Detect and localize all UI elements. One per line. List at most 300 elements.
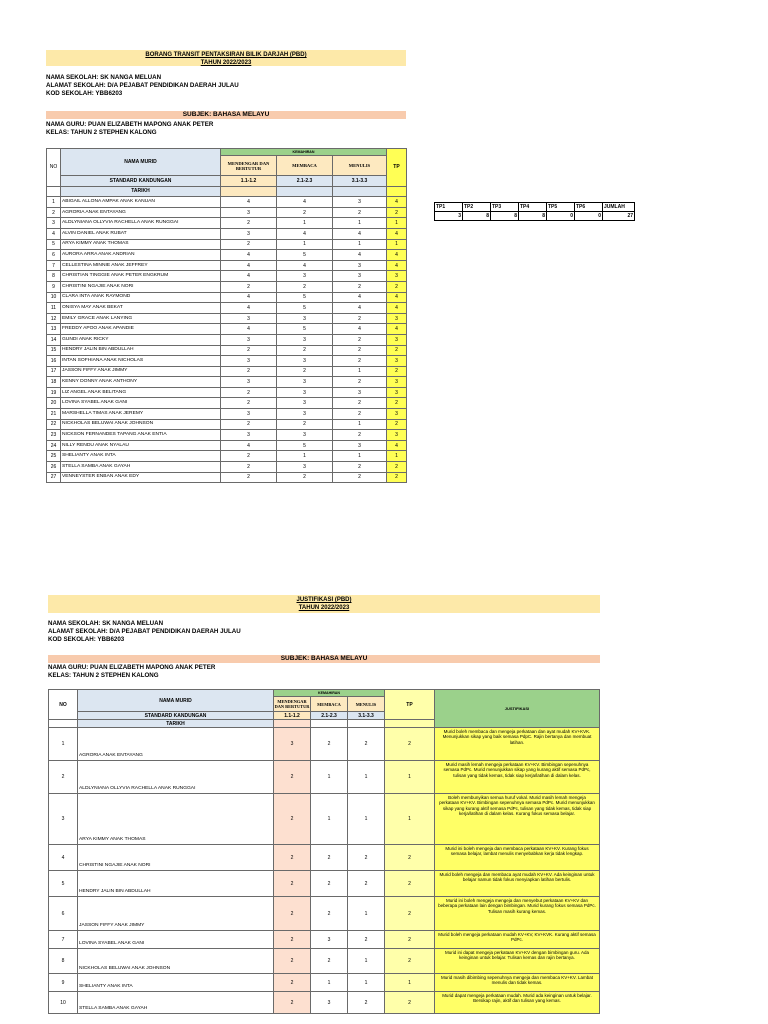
- score-tp: 2: [387, 462, 407, 473]
- score-membaca: 2: [277, 366, 333, 377]
- student-name: ARYA KIMMY ANAK THOMAS: [78, 794, 274, 845]
- student-name: CHRISTINI NGAJIE ANAK NORI: [61, 281, 221, 292]
- table-row: [47, 366, 407, 377]
- student-no: 6: [47, 250, 61, 261]
- score-membaca: 1: [277, 451, 333, 462]
- student-name: KENNY DONNY ANAK ANTHONY: [61, 377, 221, 388]
- score-membaca: 3: [277, 356, 333, 367]
- score-menulis: 3: [333, 260, 387, 271]
- summary-value: 27: [603, 212, 635, 221]
- table-row: [47, 228, 407, 239]
- student-no: 27: [47, 472, 61, 483]
- score-mendengar: 3: [221, 377, 277, 388]
- student-no: 4: [47, 228, 61, 239]
- student-no: 9: [47, 281, 61, 292]
- j-col-mb-header: MENDENGAR DAN BERTUTUR: [274, 697, 311, 712]
- j-col-menulis-header: MENULIS: [348, 697, 385, 712]
- score-mendengar: 2: [221, 366, 277, 377]
- student-name: NICKHOLAS BELUWAI ANAK JOHNSON: [61, 419, 221, 430]
- table-row: [49, 992, 600, 1014]
- justification-text: Murid boleh membaca dan mengeja perkataan dan ayat mudah KV+KVK. Menunjukkan sikap yang baik semasa PdpC. Rajin bertanya dan membuat latihan.: [435, 728, 600, 761]
- score-mendengar: 4: [221, 197, 277, 208]
- student-no: 22: [47, 419, 61, 430]
- score-menulis: 2: [333, 334, 387, 345]
- score-tp: 2: [385, 728, 435, 761]
- score-mendengar: 3: [221, 409, 277, 420]
- score-mendengar: 3: [221, 356, 277, 367]
- student-name: JASSON FIFFY ANAK JIMMY: [61, 366, 221, 377]
- score-membaca: 5: [277, 440, 333, 451]
- student-name: VENNEYSTER ENBAN ANAK EDY: [61, 472, 221, 483]
- j-col-justifikasi-header: JUSTIFIKASI: [435, 690, 600, 728]
- score-mendengar: 4: [221, 250, 277, 261]
- score-tp: 4: [387, 197, 407, 208]
- score-mendengar: 3: [221, 313, 277, 324]
- score-menulis: 4: [333, 292, 387, 303]
- justification-text: Murid boleh mengeja perkataan mudah KV+KV, KV+KVK. Kurang aktif semasa PdPc.: [435, 931, 600, 949]
- score-membaca: 1: [277, 239, 333, 250]
- j-tarikh-label: TARIKH: [78, 720, 274, 728]
- score-membaca: 2: [311, 949, 348, 974]
- sheet2-nama-guru: NAMA GURU: PUAN ELIZABETH MAPONG ANAK PETER: [48, 664, 216, 671]
- j-col-no-header: NO: [49, 690, 78, 720]
- table-row: [47, 356, 407, 367]
- score-tp: 2: [387, 281, 407, 292]
- table-row: [47, 281, 407, 292]
- j-col-nama-header: NAMA MURID: [78, 690, 274, 712]
- sheet2-kelas: KELAS: TAHUN 2 STEPHEN KALONG: [48, 672, 159, 679]
- score-menulis: 4: [333, 250, 387, 261]
- table-row: [47, 303, 407, 314]
- score-tp: 2: [385, 871, 435, 897]
- score-membaca: 2: [311, 871, 348, 897]
- student-no: 12: [47, 313, 61, 324]
- sheet2-year: TAHUN 2022/2023: [298, 605, 350, 611]
- score-membaca: 1: [277, 218, 333, 229]
- score-menulis: 1: [333, 419, 387, 430]
- justification-text: Murid masih dibimbing sepenuhnya mengeja dan membaca KV+KV. Lambat menulis dan tidak kemas.: [435, 974, 600, 992]
- score-menulis: 1: [348, 974, 385, 992]
- score-mendengar: 2: [274, 974, 311, 992]
- student-name: EMILY GRACE ANAK LANYING: [61, 313, 221, 324]
- j-col-membaca-header: MEMBACA: [311, 697, 348, 712]
- student-name: LOVINA SYABEL ANAK GANI: [61, 398, 221, 409]
- score-menulis: 4: [333, 228, 387, 239]
- justification-text: Murid dapat mengeja perkataan mudah. Murid ada keinginan untuk belajar. Bersikap rajin, aktif dan tulisan yang kemas.: [435, 992, 600, 1014]
- score-mendengar: 3: [221, 430, 277, 441]
- score-membaca: 1: [311, 794, 348, 845]
- sheet2-kod-sekolah: KOD SEKOLAH: YBB6203: [48, 636, 125, 643]
- score-membaca: 2: [277, 281, 333, 292]
- score-mendengar: 4: [221, 271, 277, 282]
- score-membaca: 3: [277, 271, 333, 282]
- score-membaca: 2: [277, 345, 333, 356]
- score-tp: 1: [387, 218, 407, 229]
- score-mendengar: 2: [274, 992, 311, 1014]
- table-row: [47, 387, 407, 398]
- tarikh-no-cell: [47, 186, 61, 197]
- student-name: LOVINA SYABEL ANAK GANI: [78, 931, 274, 949]
- student-no: 7: [47, 260, 61, 271]
- score-menulis: 1: [333, 218, 387, 229]
- student-name: CHRISTINI NGAJIE ANAK NORI: [78, 845, 274, 871]
- tarikh-tp-cell: [387, 186, 407, 197]
- score-tp: 2: [387, 472, 407, 483]
- std-menulis: 3.1-3.3: [333, 176, 387, 187]
- score-menulis: 2: [333, 472, 387, 483]
- score-menulis: 3: [333, 271, 387, 282]
- score-menulis: 2: [333, 356, 387, 367]
- score-membaca: 5: [277, 292, 333, 303]
- score-mendengar: 2: [274, 794, 311, 845]
- score-membaca: 4: [277, 197, 333, 208]
- student-name: STELLA SAMBA ANAK GAYAH: [61, 462, 221, 473]
- score-menulis: 2: [348, 728, 385, 761]
- score-menulis: 3: [333, 440, 387, 451]
- table-row: [49, 871, 600, 897]
- score-menulis: 1: [333, 451, 387, 462]
- score-menulis: 2: [333, 430, 387, 441]
- score-tp: 4: [387, 250, 407, 261]
- student-name: AGRORIA ANAK ENTAYANG: [61, 207, 221, 218]
- std-membaca: 2.1-2.3: [277, 176, 333, 187]
- score-tp: 2: [387, 366, 407, 377]
- score-mendengar: 4: [221, 440, 277, 451]
- score-tp: 3: [387, 387, 407, 398]
- table-row: [47, 409, 407, 420]
- score-menulis: 1: [333, 239, 387, 250]
- student-no: 20: [47, 398, 61, 409]
- score-mendengar: 2: [274, 871, 311, 897]
- student-name: ALDLYNIANA OLLYVIA RACHELLA ANAK RUNGGAI: [61, 218, 221, 229]
- student-name: AGRORIA ANAK ENTAYANG: [78, 728, 274, 761]
- score-membaca: 2: [277, 419, 333, 430]
- student-name: ARYA KIMMY ANAK THOMAS: [61, 239, 221, 250]
- table-row: [49, 974, 600, 992]
- score-mendengar: 2: [221, 218, 277, 229]
- student-no: 6: [49, 897, 78, 931]
- score-tp: 2: [385, 845, 435, 871]
- student-name: CHRISTIAN TINGGIE ANAK PETER ENGKRUM: [61, 271, 221, 282]
- justification-text: Murid masih lemah mengeja perkataan KV+KV. Bimbingan sepenuhnya semasa PdPc. Murid menunjukkan sikap yang kurang aktif semasa PdPc, tulisan yang tidak kemas, tidak siap kerja/latihan di dalam kelas.: [435, 761, 600, 794]
- score-tp: 2: [385, 931, 435, 949]
- student-no: 11: [47, 303, 61, 314]
- student-no: 10: [49, 992, 78, 1014]
- score-tp: 2: [387, 207, 407, 218]
- student-no: 25: [47, 451, 61, 462]
- score-menulis: 2: [348, 992, 385, 1014]
- student-no: 3: [47, 218, 61, 229]
- summary-header: TP5: [547, 203, 575, 212]
- tarikh-membaca-cell: [277, 186, 333, 197]
- j-tarikh-tp-cell: [385, 720, 435, 728]
- table-row: [47, 218, 407, 229]
- score-menulis: 2: [333, 345, 387, 356]
- sheet1-year: TAHUN 2022/2023: [200, 60, 252, 66]
- student-name: INTAN SOFHIANA ANAK NICHOLAS: [61, 356, 221, 367]
- student-no: 1: [47, 197, 61, 208]
- score-mendengar: 2: [221, 387, 277, 398]
- table-row: [47, 250, 407, 261]
- score-membaca: 2: [311, 897, 348, 931]
- student-name: GUNDI ANAK RICKY: [61, 334, 221, 345]
- score-tp: 2: [387, 419, 407, 430]
- student-name: HENDRY JALIN BIN ABDULLAH: [61, 345, 221, 356]
- sheet1-nama-guru: NAMA GURU: PUAN ELIZABETH MAPONG ANAK PETER: [46, 121, 214, 128]
- student-name: ONISYA MAY ANAK BEKAT: [61, 303, 221, 314]
- justification-text: Murid ini dapat mengeja perkataan KV+KV dengan bimbingan guru. Ada keinginan untuk belajar. Tulisan kemas dan rajin bertanya.: [435, 949, 600, 974]
- student-no: 5: [49, 871, 78, 897]
- table-row: [47, 440, 407, 451]
- score-membaca: 4: [277, 260, 333, 271]
- student-name: STELLA SAMBA ANAK GAYAH: [78, 992, 274, 1014]
- summary-value: 8: [491, 212, 519, 221]
- sheet2-title-band: [48, 595, 600, 613]
- table-row: [49, 845, 600, 871]
- student-name: CELLESTINA MINNIE ANAK JEFFREY: [61, 260, 221, 271]
- score-membaca: 2: [311, 845, 348, 871]
- table-row: [49, 897, 600, 931]
- student-no: 2: [49, 761, 78, 794]
- score-membaca: 3: [277, 313, 333, 324]
- student-name: HENDRY JALIN BIN ABDULLAH: [78, 871, 274, 897]
- col-kemahiran-header: KEMAHIRAN: [221, 149, 387, 156]
- score-mendengar: 2: [221, 398, 277, 409]
- student-no: 19: [47, 387, 61, 398]
- score-mendengar: 2: [221, 345, 277, 356]
- score-mendengar: 4: [221, 324, 277, 335]
- score-menulis: 2: [333, 462, 387, 473]
- score-tp: 1: [385, 761, 435, 794]
- summary-header: JUMLAH: [603, 203, 635, 212]
- j-standard-kandungan-label: STANDARD KANDUNGAN: [78, 712, 274, 720]
- score-membaca: 1: [311, 974, 348, 992]
- student-no: 14: [47, 334, 61, 345]
- score-tp: 1: [387, 451, 407, 462]
- j-tarikh-membaca-cell: [311, 720, 348, 728]
- table-row: [47, 419, 407, 430]
- justification-text: Murid ini boleh mengeja mengeja dan menyebut perkataan KV+KV dan beberapa perkataan lain dengan bimbingan. Murid kurang fokus semasa PdPc. Tulisan masih kurang kemas.: [435, 897, 600, 931]
- student-name: ALDLYNIANA OLLYVIA RACHELLA ANAK RUNGGAI: [78, 761, 274, 794]
- j-col-tp-header: TP: [385, 690, 435, 720]
- student-name: LIZ ANGEL ANAK BELITANG: [61, 387, 221, 398]
- score-mendengar: 2: [274, 845, 311, 871]
- student-name: MARSHELLA TIMAS ANAK JEREMY: [61, 409, 221, 420]
- student-no: 23: [47, 430, 61, 441]
- student-no: 24: [47, 440, 61, 451]
- summary-header: TP4: [519, 203, 547, 212]
- j-tarikh-mb-cell: [274, 720, 311, 728]
- student-no: 9: [49, 974, 78, 992]
- col-no-header: NO: [47, 149, 61, 187]
- sheet1-student-table: [46, 148, 407, 483]
- score-menulis: 2: [348, 871, 385, 897]
- score-tp: 4: [387, 303, 407, 314]
- table-row: [47, 324, 407, 335]
- score-tp: 2: [385, 897, 435, 931]
- score-mendengar: 3: [221, 228, 277, 239]
- j-std-menulis: 3.1-3.3: [348, 712, 385, 720]
- score-tp: 1: [387, 239, 407, 250]
- student-no: 21: [47, 409, 61, 420]
- tp-summary-table: [434, 202, 635, 221]
- score-menulis: 2: [333, 313, 387, 324]
- score-membaca: 2: [277, 472, 333, 483]
- score-menulis: 1: [348, 794, 385, 845]
- score-menulis: 1: [348, 897, 385, 931]
- score-menulis: 2: [333, 377, 387, 388]
- summary-value: 3: [435, 212, 463, 221]
- student-no: 16: [47, 356, 61, 367]
- table-row: [47, 207, 407, 218]
- j-tarikh-menulis-cell: [348, 720, 385, 728]
- sheet1-alamat-sekolah: ALAMAT SEKOLAH: D/A PEJABAT PENDIDIKAN DAERAH JULAU: [46, 82, 239, 89]
- score-tp: 4: [387, 228, 407, 239]
- sheet1-subjek-band: SUBJEK: BAHASA MELAYU: [46, 111, 406, 119]
- student-no: 1: [49, 728, 78, 761]
- tarikh-mb-cell: [221, 186, 277, 197]
- student-no: 15: [47, 345, 61, 356]
- j-std-mb: 1.1-1.2: [274, 712, 311, 720]
- score-tp: 2: [385, 949, 435, 974]
- score-tp: 2: [385, 992, 435, 1014]
- score-tp: 4: [387, 260, 407, 271]
- score-membaca: 4: [277, 228, 333, 239]
- sheet1-title: BORANG TRANSIT PENTAKSIRAN BILIK DARJAH (PBD): [145, 52, 307, 58]
- score-mendengar: 2: [274, 931, 311, 949]
- score-menulis: 3: [333, 387, 387, 398]
- score-menulis: 2: [333, 398, 387, 409]
- sheet1-kod-sekolah: KOD SEKOLAH: YBB6203: [46, 90, 123, 97]
- score-mendengar: 3: [274, 728, 311, 761]
- justification-text: Murid ini boleh mengeja dan membaca perkataan KV+KV. Kurang fokus semasa belajar, lambat menulis menyebabkan kerja tidak lengkap.: [435, 845, 600, 871]
- score-menulis: 2: [333, 207, 387, 218]
- score-mendengar: 2: [221, 419, 277, 430]
- summary-header: TP6: [575, 203, 603, 212]
- score-tp: 2: [387, 398, 407, 409]
- score-membaca: 5: [277, 324, 333, 335]
- score-mendengar: 2: [221, 281, 277, 292]
- student-no: 8: [47, 271, 61, 282]
- sheet2-nama-sekolah: NAMA SEKOLAH: SK NANGA MELUAN: [48, 620, 164, 627]
- score-membaca: 2: [311, 728, 348, 761]
- score-membaca: 2: [277, 207, 333, 218]
- score-membaca: 5: [277, 250, 333, 261]
- table-row: [49, 761, 600, 794]
- score-tp: 3: [387, 356, 407, 367]
- score-mendengar: 2: [221, 239, 277, 250]
- score-menulis: 1: [348, 949, 385, 974]
- table-row: [49, 728, 600, 761]
- table-row: [47, 398, 407, 409]
- score-tp: 4: [387, 324, 407, 335]
- col-membaca-header: MEMBACA: [277, 156, 333, 176]
- summary-value: 8: [463, 212, 491, 221]
- student-name: JASSON FIFFY ANAK JIMMY: [78, 897, 274, 931]
- tarikh-label: TARIKH: [61, 186, 221, 197]
- score-mendengar: 4: [221, 260, 277, 271]
- score-menulis: 2: [348, 845, 385, 871]
- score-menulis: 4: [333, 303, 387, 314]
- score-mendengar: 2: [221, 451, 277, 462]
- sheet1-title-band: [46, 50, 406, 66]
- summary-value: 0: [575, 212, 603, 221]
- table-row: [47, 313, 407, 324]
- table-row: [47, 334, 407, 345]
- student-no: 2: [47, 207, 61, 218]
- sheet1-kelas: KELAS: TAHUN 2 STEPHEN KALONG: [46, 129, 157, 136]
- score-membaca: 3: [277, 387, 333, 398]
- j-col-kemahiran-header: KEMAHIRAN: [274, 690, 385, 697]
- table-row: [47, 430, 407, 441]
- score-mendengar: 2: [274, 897, 311, 931]
- score-tp: 3: [387, 313, 407, 324]
- col-menulis-header: MENULIS: [333, 156, 387, 176]
- table-row: [47, 239, 407, 250]
- table-row: [47, 292, 407, 303]
- student-name: SHELIANTY ANAK INTA: [61, 451, 221, 462]
- summary-header: TP3: [491, 203, 519, 212]
- score-tp: 2: [387, 345, 407, 356]
- score-membaca: 5: [277, 303, 333, 314]
- summary-header: TP1: [435, 203, 463, 212]
- student-no: 4: [49, 845, 78, 871]
- student-no: 10: [47, 292, 61, 303]
- j-std-membaca: 2.1-2.3: [311, 712, 348, 720]
- student-name: FREDDY APOO ANAK APANDIE: [61, 324, 221, 335]
- student-no: 3: [49, 794, 78, 845]
- student-no: 18: [47, 377, 61, 388]
- score-tp: 3: [387, 430, 407, 441]
- sheet2-alamat-sekolah: ALAMAT SEKOLAH: D/A PEJABAT PENDIDIKAN DAERAH JULAU: [48, 628, 241, 635]
- student-name: NILLY RENDU ANAK NYALAU: [61, 440, 221, 451]
- tarikh-menulis-cell: [333, 186, 387, 197]
- sheet2-justification-table: [48, 689, 600, 1014]
- student-no: 7: [49, 931, 78, 949]
- score-membaca: 3: [277, 462, 333, 473]
- score-mendengar: 3: [221, 207, 277, 218]
- score-mendengar: 4: [221, 292, 277, 303]
- score-mendengar: 2: [221, 462, 277, 473]
- score-membaca: 3: [277, 334, 333, 345]
- score-mendengar: 2: [221, 472, 277, 483]
- table-row: [47, 260, 407, 271]
- student-no: 26: [47, 462, 61, 473]
- score-menulis: 1: [333, 366, 387, 377]
- score-menulis: 1: [348, 761, 385, 794]
- score-tp: 4: [387, 292, 407, 303]
- score-mendengar: 3: [221, 334, 277, 345]
- score-mendengar: 2: [274, 949, 311, 974]
- table-row: [47, 472, 407, 483]
- justification-text: Murid boleh mengeja dan membaca ayat mudah KV+KV. Ada keinginan untuk belajar namun tidak fokus menyiapkan latihan bertulis.: [435, 871, 600, 897]
- standard-kandungan-label: STANDARD KANDUNGAN: [61, 176, 221, 187]
- score-membaca: 3: [311, 992, 348, 1014]
- student-no: 5: [47, 239, 61, 250]
- score-tp: 4: [387, 440, 407, 451]
- score-tp: 3: [387, 334, 407, 345]
- score-membaca: 3: [311, 931, 348, 949]
- score-menulis: 2: [333, 409, 387, 420]
- table-row: [47, 271, 407, 282]
- sheet1-nama-sekolah: NAMA SEKOLAH: SK NANGA MELUAN: [46, 74, 162, 81]
- table-row: [49, 931, 600, 949]
- score-membaca: 3: [277, 430, 333, 441]
- score-membaca: 3: [277, 398, 333, 409]
- sheet2-title: JUSTIFIKASI (PBD): [296, 597, 352, 603]
- score-tp: 3: [387, 409, 407, 420]
- student-name: CLARA INTA ANAK RAYMOND: [61, 292, 221, 303]
